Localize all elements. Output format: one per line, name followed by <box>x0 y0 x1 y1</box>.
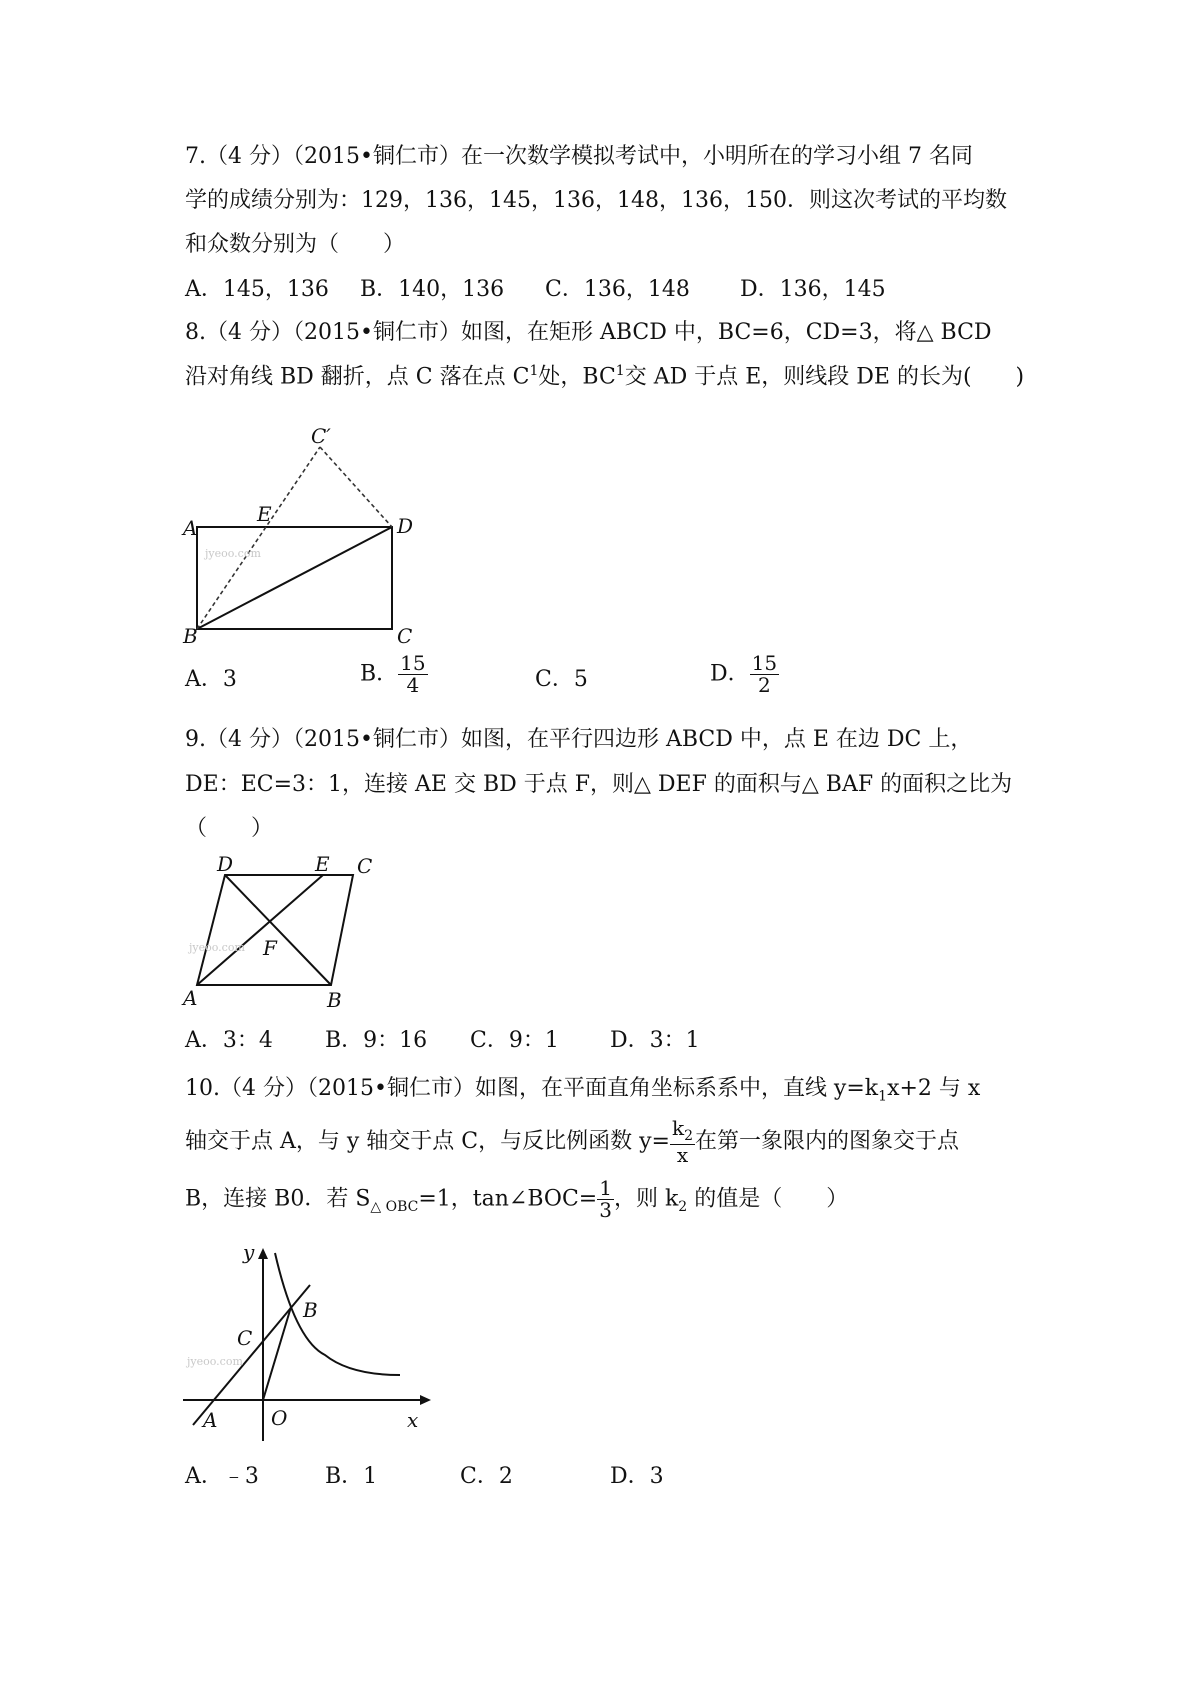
q10-fraction-denominator: x <box>676 1142 689 1167</box>
q10-sub-k1: 1 <box>878 1088 888 1105</box>
q10-tan-denominator: 3 <box>599 1198 612 1222</box>
q8-label-a: A <box>183 516 198 540</box>
q8-figure-rectangle <box>175 425 435 650</box>
q9-label-e: E <box>315 855 330 876</box>
q7-option-d[interactable]: D．136，145 <box>740 277 886 302</box>
q10-line-1-part-b: x+2 与 x <box>887 1076 981 1101</box>
q10-fraction-one-third <box>597 1178 614 1221</box>
q10-option-a[interactable]: A．﹣3 <box>185 1464 259 1489</box>
q8-option-d-fraction <box>750 653 779 696</box>
q7-option-c[interactable]: C．136，148 <box>545 277 690 302</box>
q9-option-b[interactable]: B．9：16 <box>325 1028 428 1053</box>
q8-dashed-c1d <box>320 447 392 527</box>
q7-options <box>185 275 945 309</box>
q8-line-1: 8.（4 分）（2015•铜仁市）如图，在矩形 ABCD 中，BC=6，CD=3，将△ BCD <box>185 320 992 345</box>
q8-option-d[interactable] <box>710 653 779 696</box>
q10-line-3-part-a: B，连接 B0．若 S <box>185 1186 371 1212</box>
q8-label-e: E <box>257 502 272 526</box>
q10-line-1-part-a: 10.（4 分）（2015•铜仁市）如图，在平面直角坐标系系中，直线 y=k <box>185 1076 879 1101</box>
q8-option-b-numerator: 15 <box>400 651 426 675</box>
q7-line-3: 和众数分别为（ ） <box>185 232 406 257</box>
q8-option-d-numerator: 15 <box>751 651 778 675</box>
q10-fraction-k2-over-x <box>670 1118 695 1166</box>
q10-label-x: x <box>407 1408 419 1432</box>
q10-line-2-part-a: 轴交于点 A，与 y 轴交于点 C，与反比例函数 y= <box>185 1128 670 1154</box>
q9-parallelogram-abcd <box>197 875 353 985</box>
q10-option-b[interactable]: B．1 <box>325 1464 378 1489</box>
q8-line-2-part-b: 处，BC <box>538 364 616 390</box>
q10-line-3-part-b: =1，tan∠BOC= <box>418 1186 598 1212</box>
q10-tan-numerator: 1 <box>599 1176 612 1200</box>
q9-option-c[interactable]: C．9：1 <box>470 1028 559 1053</box>
q9-line-1: 9.（4 分）（2015•铜仁市）如图，在平行四边形 ABCD 中，点 E 在边 DC 上， <box>185 727 973 752</box>
q10-line-3 <box>185 1178 848 1221</box>
q8-option-a[interactable]: A．3 <box>185 667 237 692</box>
q8-line-2-part-a: 沿对角线 BD 翻折，点 C 落在点 C <box>185 364 530 390</box>
q8-option-d-denominator: 2 <box>758 673 771 697</box>
q10-option-c[interactable]: C．2 <box>460 1464 513 1489</box>
q8-option-b-fraction <box>398 653 427 696</box>
q8-label-b: B <box>183 624 198 648</box>
q10-line-3-part-c: ，则 k <box>613 1186 679 1212</box>
q9-option-d[interactable]: D．3：1 <box>610 1028 700 1053</box>
q10-label-o: O <box>271 1406 288 1430</box>
q10-segment-ob <box>263 1307 291 1400</box>
q10-y-axis-arrow <box>258 1248 268 1259</box>
q8-label-c1: C′ <box>311 425 331 448</box>
q10-hyperbola <box>275 1253 400 1375</box>
q9-label-a: A <box>183 986 198 1010</box>
q10-label-a: A <box>203 1408 218 1432</box>
q8-sup-1: 1 <box>529 363 539 379</box>
q10-label-b: B <box>303 1298 318 1322</box>
q10-line-2 <box>185 1118 959 1166</box>
q8-line-2 <box>185 362 1024 393</box>
q8-options <box>185 651 945 725</box>
q8-option-b-prefix: B． <box>360 661 399 687</box>
q9-watermark: jyeoo.com <box>189 941 245 954</box>
q8-watermark: jyeoo.com <box>205 547 261 560</box>
q8-option-b-denominator: 4 <box>406 673 420 697</box>
q8-line-2-part-c: 交 AD 于点 E，则线段 DE 的长为( ) <box>624 364 1025 390</box>
q10-fraction-k: k <box>671 1116 685 1140</box>
q10-sub-k2: 2 <box>678 1198 688 1215</box>
q8-option-b[interactable] <box>360 653 428 696</box>
q9-label-b: B <box>327 988 342 1012</box>
q8-label-d: D <box>397 514 414 538</box>
q9-segment-ae <box>197 875 323 985</box>
q9-label-d: D <box>217 855 234 876</box>
q10-sub-obc: △ OBC <box>370 1198 419 1215</box>
q10-label-c: C <box>237 1326 253 1350</box>
q10-label-y: y <box>243 1245 255 1264</box>
q8-option-d-prefix: D． <box>710 661 750 687</box>
q10-option-d[interactable]: D．3 <box>610 1464 664 1489</box>
q10-fraction-numerator <box>670 1118 695 1145</box>
q10-watermark: jyeoo.com <box>187 1355 243 1368</box>
q8-sup-2: 1 <box>615 363 625 379</box>
q10-line-3-part-d: 的值是（ ） <box>687 1186 849 1212</box>
q8-label-c: C <box>397 624 413 648</box>
q10-line-2-part-b: 在第一象限内的图象交于点 <box>695 1128 960 1154</box>
q8-diagonal-bd <box>197 527 392 629</box>
q10-fraction-sub-2: 2 <box>684 1128 694 1144</box>
q10-x-axis-arrow <box>420 1395 431 1405</box>
q9-options <box>185 1026 945 1060</box>
q7-line-2: 学的成绩分别为：129，136，145，136，148，136，150．则这次考试的平均数 <box>185 188 1007 213</box>
q9-figure-parallelogram <box>175 855 395 1015</box>
q8-option-c[interactable]: C．5 <box>535 667 588 692</box>
q7-option-b[interactable]: B．140，136 <box>360 277 505 302</box>
q9-line-2: DE：EC=3：1，连接 AE 交 BD 于点 F，则△ DEF 的面积与△ BAF 的面积之比为 <box>185 772 1013 797</box>
q8-dashed-bc1 <box>197 447 320 629</box>
q9-label-f: F <box>263 936 277 960</box>
q7-option-a[interactable]: A．145，136 <box>185 277 329 302</box>
q10-options <box>185 1462 945 1496</box>
q9-option-a[interactable]: A．3：4 <box>185 1028 273 1053</box>
q10-figure-coordinate-plane <box>175 1245 435 1445</box>
q9-diagonal-bd <box>225 875 331 985</box>
q7-line-1: 7.（4 分）（2015•铜仁市）在一次数学模拟考试中，小明所在的学习小组 7 名同 <box>185 144 973 169</box>
q10-line-1 <box>185 1074 980 1107</box>
q9-line-3: （ ） <box>185 816 274 841</box>
q9-label-c: C <box>357 855 373 878</box>
